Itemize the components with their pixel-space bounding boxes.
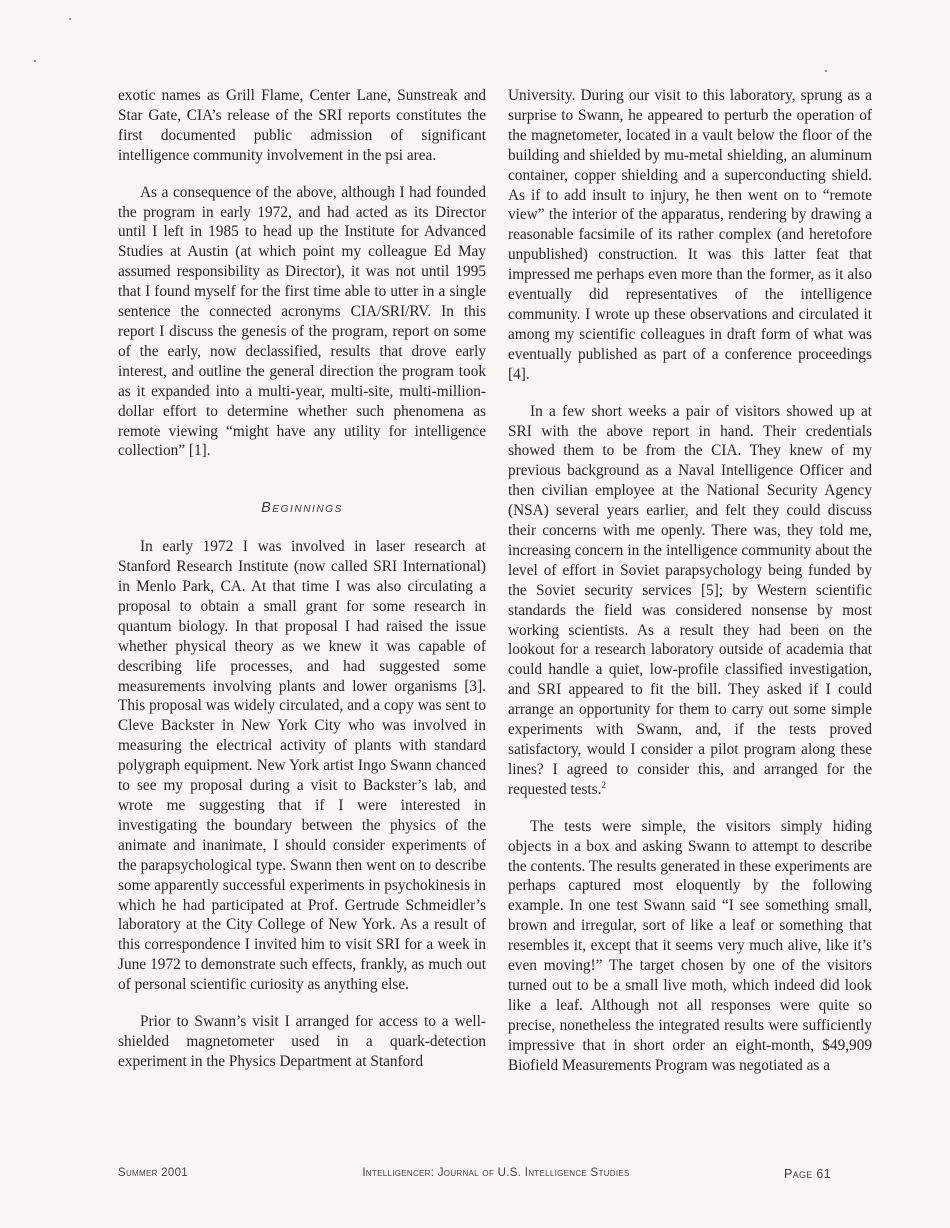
left-paragraph-2: As a consequence of the above, although I had founded the program in early 1972, and had acted as its Director until I left in 1985 to head up the Institute for Advanced Studies at Austin (at which point my colleague Ed May assumed responsibility as Director), it was not until 1995 that I found myself for the first time able to utter in a single sentence the connected acronyms CIA/SRI/RV. In this report I discuss the genesis of the program, report on some of the early, now declassified, results that drove early interest, and outline the general direction the program took as it expanded into a multi-year, multi-site, multi-million-dollar effort to determine whether such phenomena as remote viewing “might have any utility for intelligence collection” [1]. bbox=[118, 183, 486, 460]
right-paragraph-2-text: In a few short weeks a pair of visitors showed up at SRI with the above report in hand. Their credentials showed them to be from the CIA. They knew of my previous background as a Naval Intelligence Officer and then civilian employee at the National Security Agency (NSA) several years earlier, and felt they could discuss their concerns with me openly. There was, they told me, increasing concern in the intelligence community about the level of effort in Soviet parapsychology being funded by the Soviet security services [5]; by Western scientific standards the field was considered nonsense by most working scientists. As a result they had been on the lookout for a research laboratory outside of academia that could handle a quiet, low-profile classified investigation, and SRI appeared to fit the bill. They asked if I could arrange an opportunity for them to carry out some simple experiments with Swann, and, if the tests proved satisfactory, would I consider a pilot program along these lines? I agreed to consider this, and arranged for the requested tests. bbox=[508, 402, 872, 798]
right-paragraph-3: The tests were simple, the visitors simply hiding objects in a box and asking Swann to attempt to describe the contents. The results generated in these experiments are perhaps captured most eloquently by the following example. In one test Swann said “I see something small, brown and irregular, sort of like a leaf or something that resembles it, except that it seems very much alive, like it’s even moving!” The target chosen by one of the visitors turned out to be a small live moth, which indeed did look like a leaf. Although not all responses were quite so precise, nonetheless the integrated results were sufficiently impressive that in short order an eight-month, $49,909 Biofield Measurements Program was negotiated as a bbox=[508, 817, 872, 1074]
scan-speck bbox=[69, 18, 71, 20]
scan-speck bbox=[825, 70, 827, 72]
footer-season: Summer 2001 bbox=[118, 1167, 188, 1179]
left-paragraph-3: In early 1972 I was involved in laser research at Stanford Research Institute (now called SRI International) in Menlo Park, CA. At that time I was also circulating a proposal to obtain a small grant for some research in quantum biology. In that proposal I had raised the issue whether physical theory as we knew it was capable of describing life processes, and had suggested some measurements involving plants and lower organisms [3]. This proposal was widely circulated, and a copy was sent to Cleve Backster in New York City who was involved in measuring the electrical activity of plants with standard polygraph equipment. New York artist Ingo Swann chanced to see my proposal during a visit to Backster’s lab, and wrote me suggesting that if I were interested in investigating the boundary between the physics of the animate and inanimate, I should consider experiments of the parapsychological type. Swann then went on to describe some apparently successful experiments in psychokinesis in which he had participated at Prof. Gertrude Schmeidler’s laboratory at the City College of New York. As a result of this correspondence I invited him to visit SRI for a week in June 1972 to demonstrate such effects, frankly, as much out of personal scientific curiosity as anything else. bbox=[118, 538, 486, 994]
footer-page-number: Page 61 bbox=[784, 1167, 831, 1181]
right-paragraph-2 bbox=[508, 402, 872, 800]
footnote-marker: 2 bbox=[601, 779, 606, 790]
footer-journal: Intelligencer: Journal of U.S. Intelligence Studies bbox=[362, 1167, 630, 1179]
right-column bbox=[508, 86, 872, 1076]
scan-speck bbox=[34, 60, 36, 62]
left-paragraph-1: exotic names as Grill Flame, Center Lane, Sunstreak and Star Gate, CIA’s release of the SRI reports constitutes the first documented public admission of significant intelligence community involvement in the psi area. bbox=[118, 87, 486, 164]
section-heading: Beginnings bbox=[261, 500, 343, 517]
right-paragraph-1: University. During our visit to this laboratory, sprung as a surprise to Swann, he appeared to perturb the operation of the magnetometer, located in a vault below the floor of the building and shielded by mu-metal shielding, an aluminum container, copper shielding and a superconducting shield. As if to add insult to injury, he then went on to “remote view” the interior of the apparatus, rendering by drawing a reasonable facsimile of its rather complex (and heretofore unpublished) construction. It was this latter feat that impressed me perhaps even more than the former, as it also eventually did representatives of the intelligence community. I wrote up these observations and circulated it among my scientific colleagues in draft form of what was eventually published as part of a conference proceedings [4]. bbox=[508, 87, 872, 383]
left-paragraph-4: Prior to Swann’s visit I arranged for access to a well-shielded magnetometer used in a quark-detection experiment in the Physics Department at Stanford bbox=[118, 1013, 486, 1070]
left-column bbox=[118, 86, 486, 1072]
